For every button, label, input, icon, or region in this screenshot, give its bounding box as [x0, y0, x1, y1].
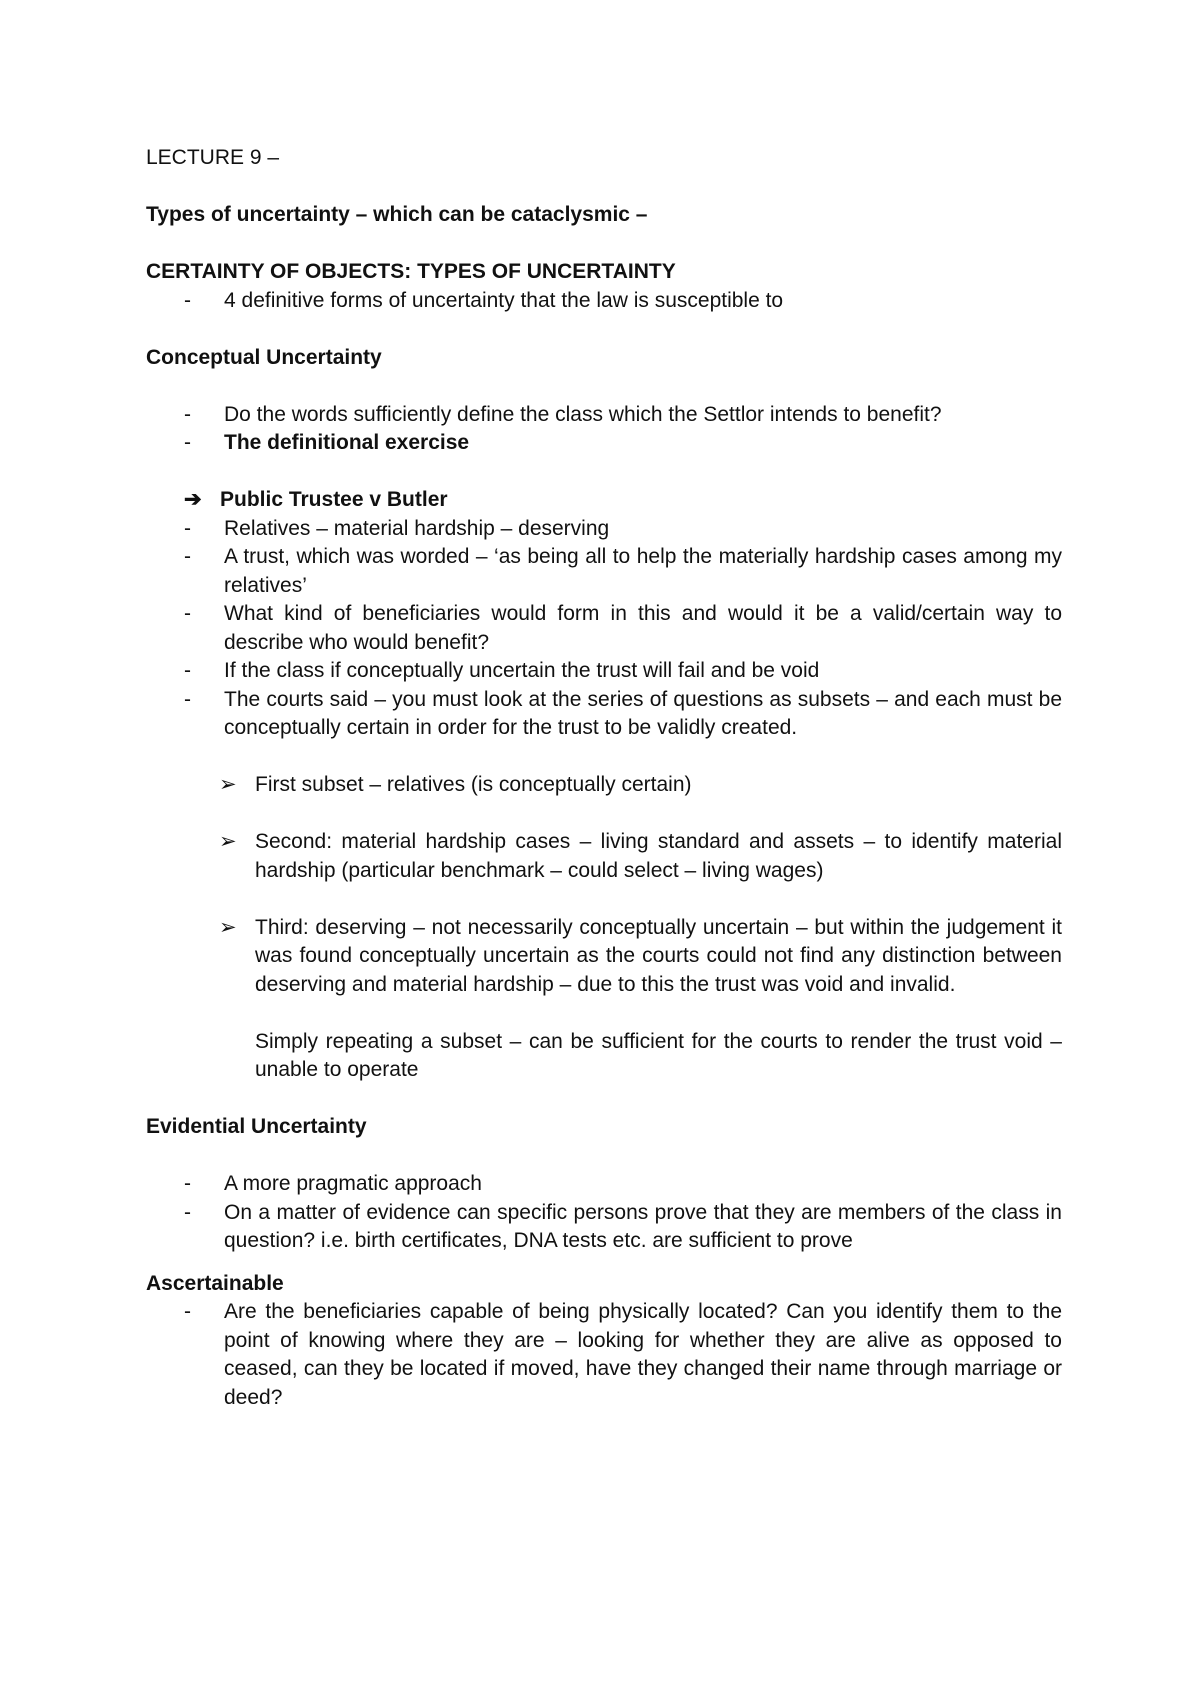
list-item [146, 1199, 1062, 1256]
subset-text: Third: deserving – not necessarily conceptually uncertain – but within the judgement it was found conceptually uncertain as the courts could not find any distinction between deserving and material hardship – due to this the trust was void and invalid. [255, 915, 1062, 996]
dash-bullet: - [184, 659, 191, 682]
ascertainable-heading: Ascertainable [146, 1271, 284, 1295]
list-item [146, 686, 1062, 743]
case-heading [146, 486, 1062, 515]
list-item [146, 515, 1062, 544]
list-item-text: If the class if conceptually uncertain the trust will fail and be void [224, 659, 820, 682]
list-item-text: A trust, which was worded – ‘as being all to help the materially hardship cases among my relatives’ [224, 545, 1062, 597]
dash-bullet: - [184, 545, 191, 568]
dash-bullet: - [184, 431, 191, 454]
arrow-right-icon: ➔ [184, 488, 202, 511]
list-item-text: Are the beneficiaries capable of being physically located? Can you identify them to the point of knowing where they are – looking for whether they are alive as opposed to ceased, can they be located if moved, have they changed their name through marriage or deed? [224, 1300, 1062, 1409]
list-item-text: What kind of beneficiaries would form in this and would it be a valid/certain way to describe who would benefit? [224, 602, 1062, 654]
list-item [146, 1170, 1062, 1199]
document-page [146, 144, 1062, 1412]
lecture-title: LECTURE 9 – [146, 146, 280, 169]
subset-item [146, 828, 1062, 885]
dash-bullet: - [184, 288, 191, 312]
list-item-text: On a matter of evidence can specific persons prove that they are members of the class in question? i.e. birth certificates, DNA tests etc. are sufficient to prove [224, 1200, 1062, 1252]
list-item [146, 429, 1062, 458]
case-name: Public Trustee v Butler [220, 488, 448, 511]
evidential-heading: Evidential Uncertainty [146, 1115, 367, 1138]
list-item [146, 287, 1062, 316]
subset-note: Simply repeating a subset – can be sufficient for the courts to render the trust void – unable to operate [255, 1029, 1062, 1081]
list-item-text: Relatives – material hardship – deserving [224, 516, 610, 540]
list-item [146, 1298, 1062, 1412]
dash-bullet: - [184, 516, 191, 540]
dash-bullet: - [184, 602, 191, 625]
dash-bullet: - [184, 1300, 191, 1323]
dash-bullet: - [184, 687, 191, 711]
list-item [146, 657, 1062, 686]
list-item-text: 4 definitive forms of uncertainty that the law is susceptible to [224, 288, 784, 312]
subset-text: Second: material hardship cases – living standard and assets – to identify material hardship (particular benchmark – could select – living wages) [255, 830, 1062, 882]
arrowhead-bullet-icon: ➢ [219, 915, 237, 939]
list-item [146, 401, 1062, 430]
arrowhead-bullet-icon: ➢ [219, 830, 237, 853]
dash-bullet: - [184, 402, 191, 426]
subset-text: First subset – relatives (is conceptually certain) [255, 773, 692, 796]
list-item-text: The courts said – you must look at the series of questions as subsets – and each must be conceptually certain in order for the trust to be validly created. [224, 687, 1062, 739]
arrowhead-bullet-icon: ➢ [219, 773, 237, 796]
objects-heading: CERTAINTY OF OBJECTS: TYPES OF UNCERTAINTY [146, 260, 676, 283]
list-item [146, 600, 1062, 657]
dash-bullet: - [184, 1200, 191, 1224]
list-item-text: A more pragmatic approach [224, 1172, 482, 1195]
subset-item [146, 914, 1062, 1000]
list-item-text: Do the words sufficiently define the class which the Settlor intends to benefit? [224, 402, 942, 426]
subset-item [146, 771, 1062, 800]
list-item [146, 543, 1062, 600]
list-item-text: The definitional exercise [224, 431, 470, 454]
dash-bullet: - [184, 1172, 191, 1195]
conceptual-heading: Conceptual Uncertainty [146, 345, 382, 369]
intro-heading: Types of uncertainty – which can be cataclysmic – [146, 203, 648, 226]
